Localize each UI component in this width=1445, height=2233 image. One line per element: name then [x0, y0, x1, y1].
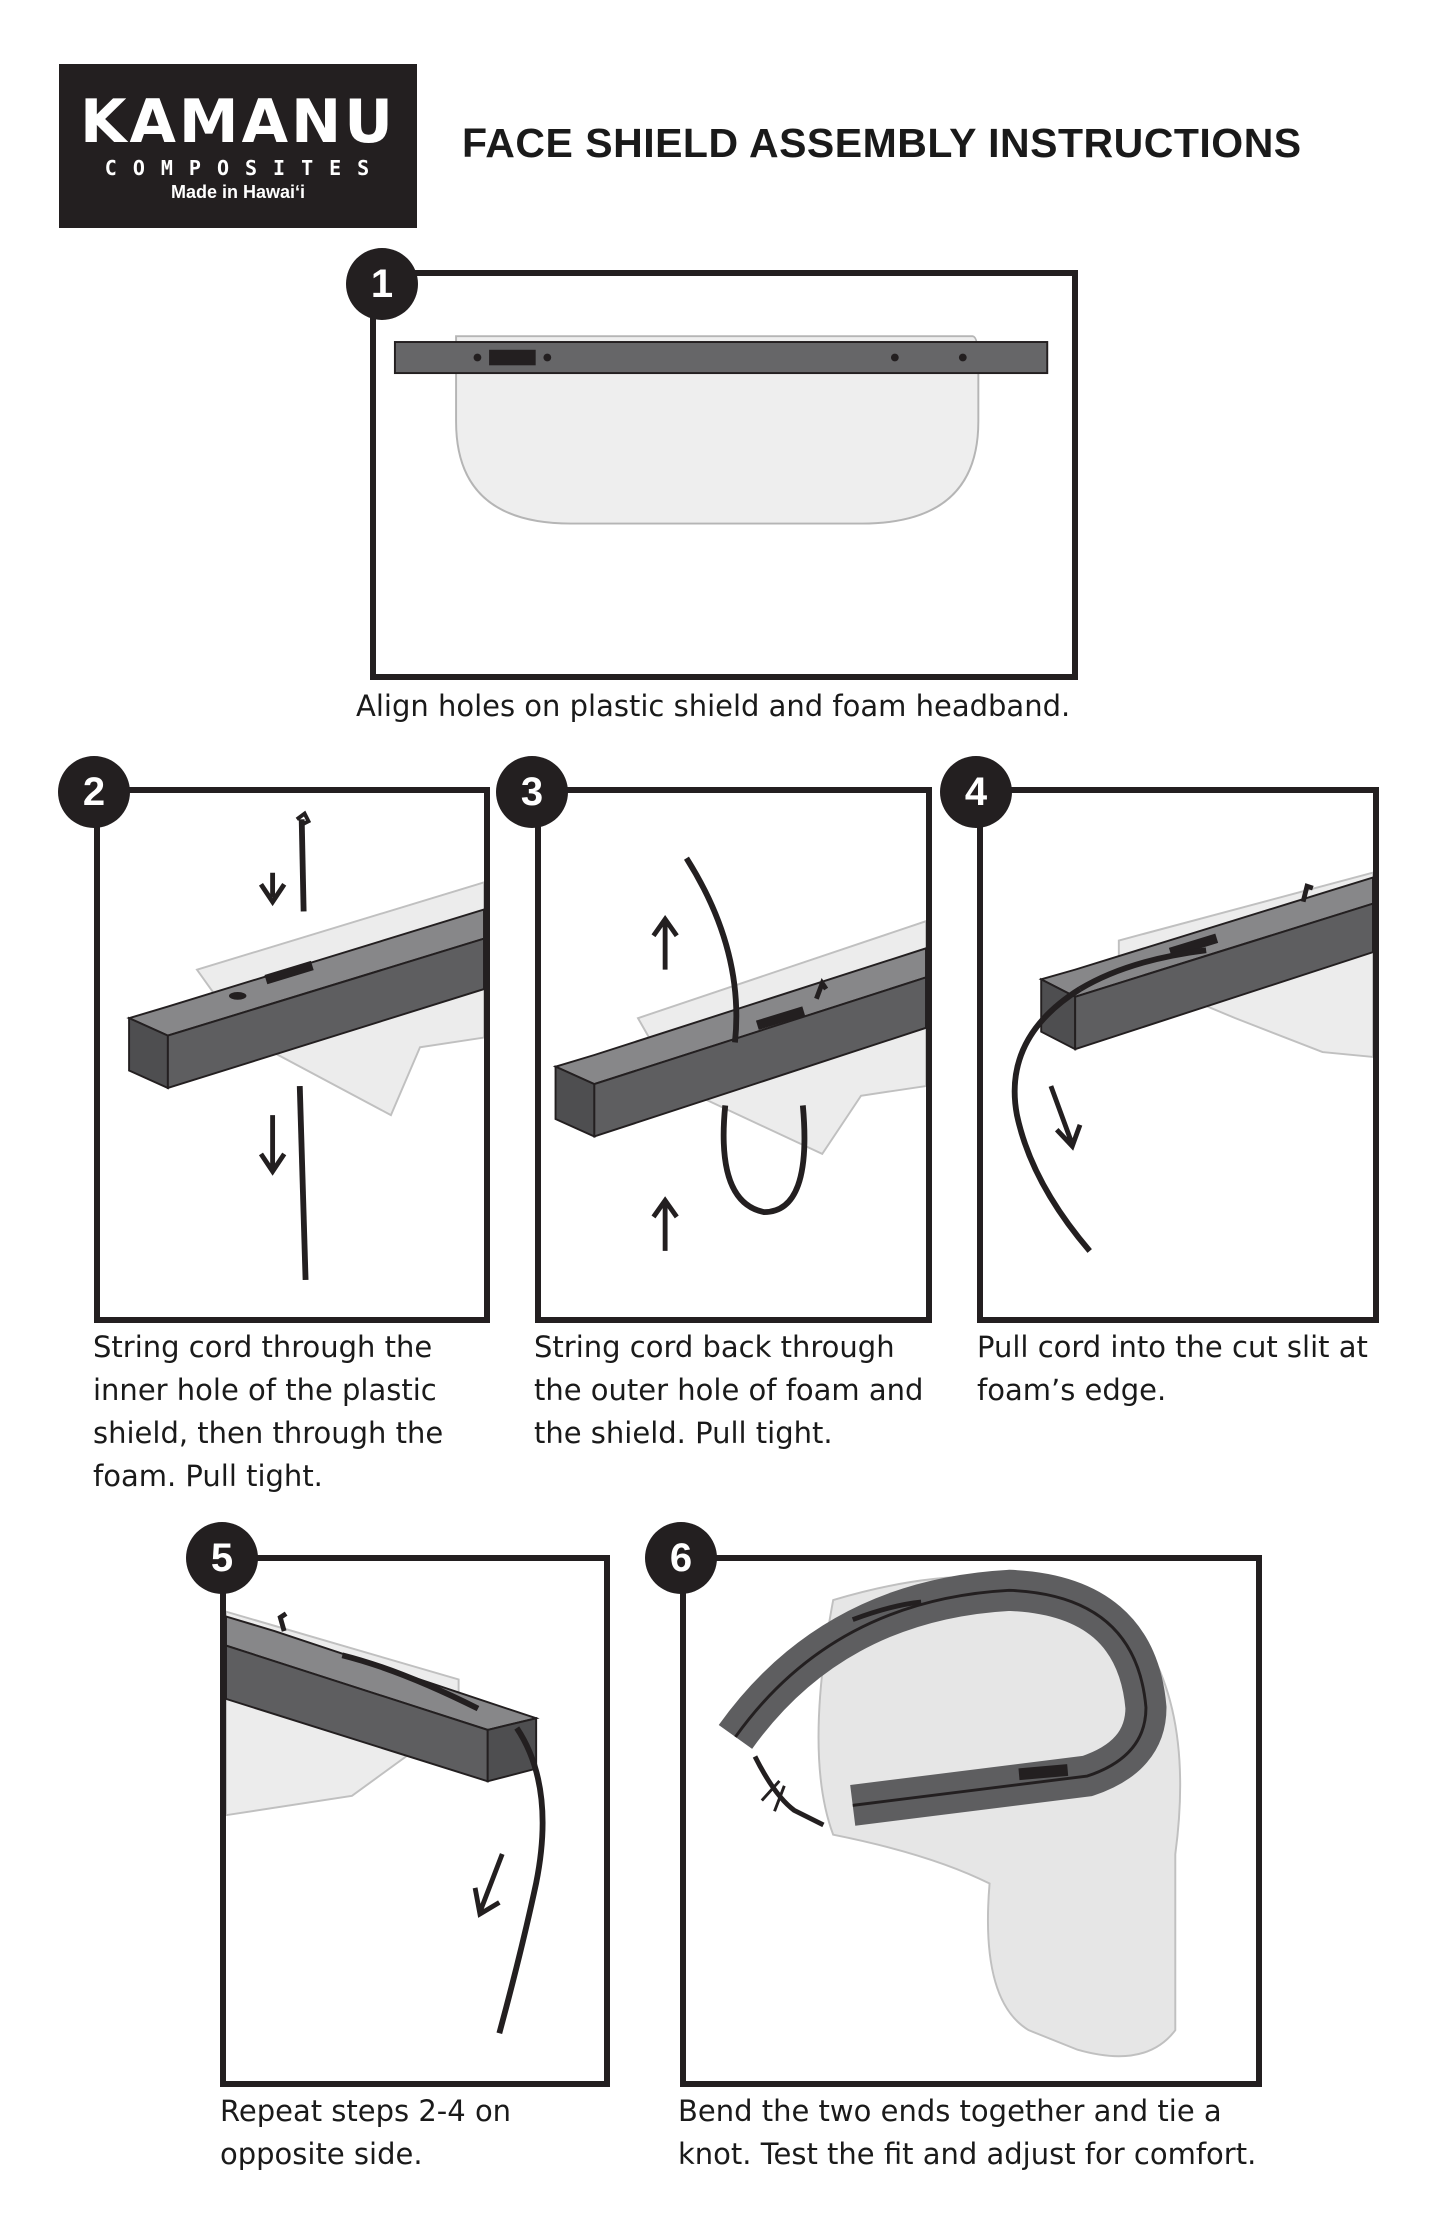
step-4-illustration [977, 787, 1379, 1323]
step-2-illustration [94, 787, 490, 1323]
step-4-badge: 4 [940, 756, 1012, 828]
step-5-caption: Repeat steps 2-4 on opposite side. [220, 2094, 512, 2171]
step-3-caption: String cord back through the outer hole of foam and the shield. Pull tight. [534, 1330, 924, 1450]
page-title: FACE SHIELD ASSEMBLY INSTRUCTIONS [462, 120, 1302, 166]
logo-tagline: Made in Hawaiʻi [170, 182, 306, 202]
step-1-badge: 1 [346, 248, 418, 320]
step-3-illustration [535, 787, 932, 1323]
logo-brand: KAMANU [79, 87, 396, 157]
step-2-badge: 2 [58, 756, 130, 828]
step-4-caption: Pull cord into the cut slit at foam’s edge. [977, 1330, 1368, 1407]
step-6-caption: Bend the two ends together and tie a knot. Test the fit and adjust for comfort. [678, 2094, 1257, 2171]
step-6-badge: 6 [645, 1522, 717, 1594]
step-1-illustration [370, 270, 1078, 680]
step-3-badge: 3 [496, 756, 568, 828]
step-2-caption: String cord through the inner hole of the plastic shield, then through the foam. Pull tight. [93, 1330, 444, 1493]
kamanu-logo [59, 64, 417, 228]
step-6-illustration [680, 1555, 1262, 2087]
step-5-badge: 5 [186, 1522, 258, 1594]
step-1-caption: Align holes on plastic shield and foam headband. [356, 689, 1071, 723]
logo-sub: COMPOSITES [104, 156, 386, 180]
step-5-illustration [220, 1555, 610, 2087]
